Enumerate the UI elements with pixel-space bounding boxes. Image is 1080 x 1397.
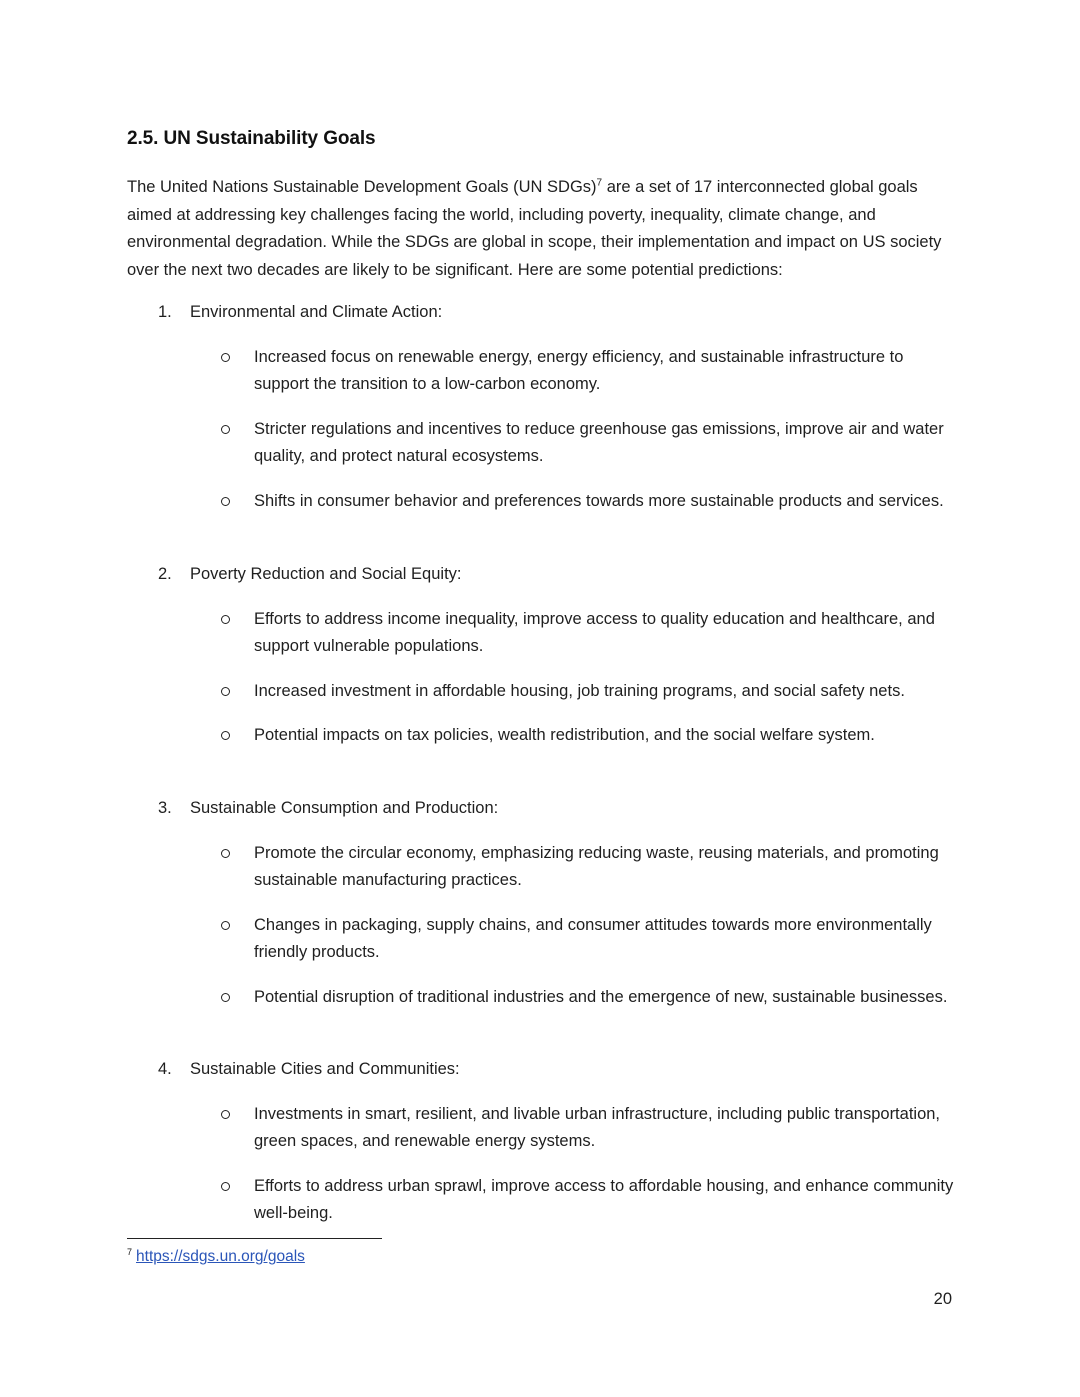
footnote <box>127 1248 305 1266</box>
hollow-bullet-icon <box>221 497 230 506</box>
hollow-bullet-icon <box>221 615 230 624</box>
bullet-text: Increased focus on renewable energy, energy efficiency, and sustainable infrastructure to support the transition to a low-carbon economy. <box>254 347 904 393</box>
hollow-bullet-icon <box>221 731 230 740</box>
bullet-text: Shifts in consumer behavior and preferences towards more sustainable products and services. <box>254 491 944 510</box>
page-number: 20 <box>933 1290 952 1308</box>
list-section-2 <box>127 561 957 750</box>
section-number: 1. <box>158 303 172 321</box>
section-heading: 2.5. UN Sustainability Goals <box>127 128 376 149</box>
section-number: 4. <box>158 1060 172 1078</box>
bullet-text: Stricter regulations and incentives to reduce greenhouse gas emissions, improve air and water quality, and protect natural ecosystems. <box>254 419 944 465</box>
footnote-divider <box>127 1238 382 1239</box>
list-item <box>127 840 957 895</box>
list-section-4 <box>127 1056 957 1228</box>
list-item <box>127 1101 957 1156</box>
section-label: Sustainable Consumption and Production: <box>190 799 499 817</box>
section-title <box>127 561 957 589</box>
section-number: 2. <box>158 565 172 583</box>
section-label: Sustainable Cities and Communities: <box>190 1060 460 1078</box>
section-label: Poverty Reduction and Social Equity: <box>190 565 462 583</box>
list-section-1 <box>127 299 957 515</box>
bullet-text: Investments in smart, resilient, and livable urban infrastructure, including public transportation, green spaces, and renewable energy systems. <box>254 1104 941 1150</box>
list-item <box>127 488 957 516</box>
bullet-text: Efforts to address urban sprawl, improve access to affordable housing, and enhance community well-being. <box>254 1176 954 1222</box>
list-item <box>127 722 957 750</box>
hollow-bullet-icon <box>221 687 230 696</box>
list-item <box>127 1173 957 1228</box>
bullet-text: Potential disruption of traditional industries and the emergence of new, sustainable businesses. <box>254 987 948 1006</box>
list-item <box>127 416 957 471</box>
bullet-text: Increased investment in affordable housing, job training programs, and social safety nets. <box>254 681 905 700</box>
hollow-bullet-icon <box>221 921 230 930</box>
intro-text-start: The United Nations Sustainable Development Goals (UN SDGs) <box>127 178 597 196</box>
section-label: Environmental and Climate Action: <box>190 303 443 321</box>
footnote-link[interactable]: https://sdgs.un.org/goals <box>136 1248 305 1265</box>
bullet-text: Potential impacts on tax policies, wealth redistribution, and the social welfare system. <box>254 726 875 744</box>
footnote-reference[interactable]: 7 <box>596 177 603 189</box>
bullet-text: Changes in packaging, supply chains, and consumer attitudes towards more environmentally friendly products. <box>254 915 932 961</box>
footnote-marker: 7 <box>127 1246 133 1257</box>
hollow-bullet-icon <box>221 353 230 362</box>
list-item <box>127 344 957 399</box>
list-item <box>127 984 957 1012</box>
section-title <box>127 1056 957 1084</box>
hollow-bullet-icon <box>221 993 230 1002</box>
list-item <box>127 606 957 661</box>
hollow-bullet-icon <box>221 1110 230 1119</box>
bullet-text: Promote the circular economy, emphasizing reducing waste, reusing materials, and promoting sustainable manufacturing practices. <box>254 843 939 889</box>
list-item <box>127 678 957 706</box>
intro-text-end: are a set of 17 interconnected global goals aimed at addressing key challenges facing the world, including poverty, inequality, climate change, and environmental degradation. While the SDGs are global in scope, their implementation and impact on US society over the next two decades are likely to be significant. Here are some potential predictions: <box>127 178 942 279</box>
intro-paragraph <box>127 174 957 284</box>
hollow-bullet-icon <box>221 849 230 858</box>
bullet-text: Efforts to address income inequality, improve access to quality education and healthcare, and support vulnerable populations. <box>254 609 935 655</box>
section-title <box>127 795 957 823</box>
hollow-bullet-icon <box>221 1182 230 1191</box>
list-section-3 <box>127 795 957 1011</box>
hollow-bullet-icon <box>221 425 230 434</box>
section-title <box>127 299 957 327</box>
section-number: 3. <box>158 799 172 817</box>
list-item <box>127 912 957 967</box>
